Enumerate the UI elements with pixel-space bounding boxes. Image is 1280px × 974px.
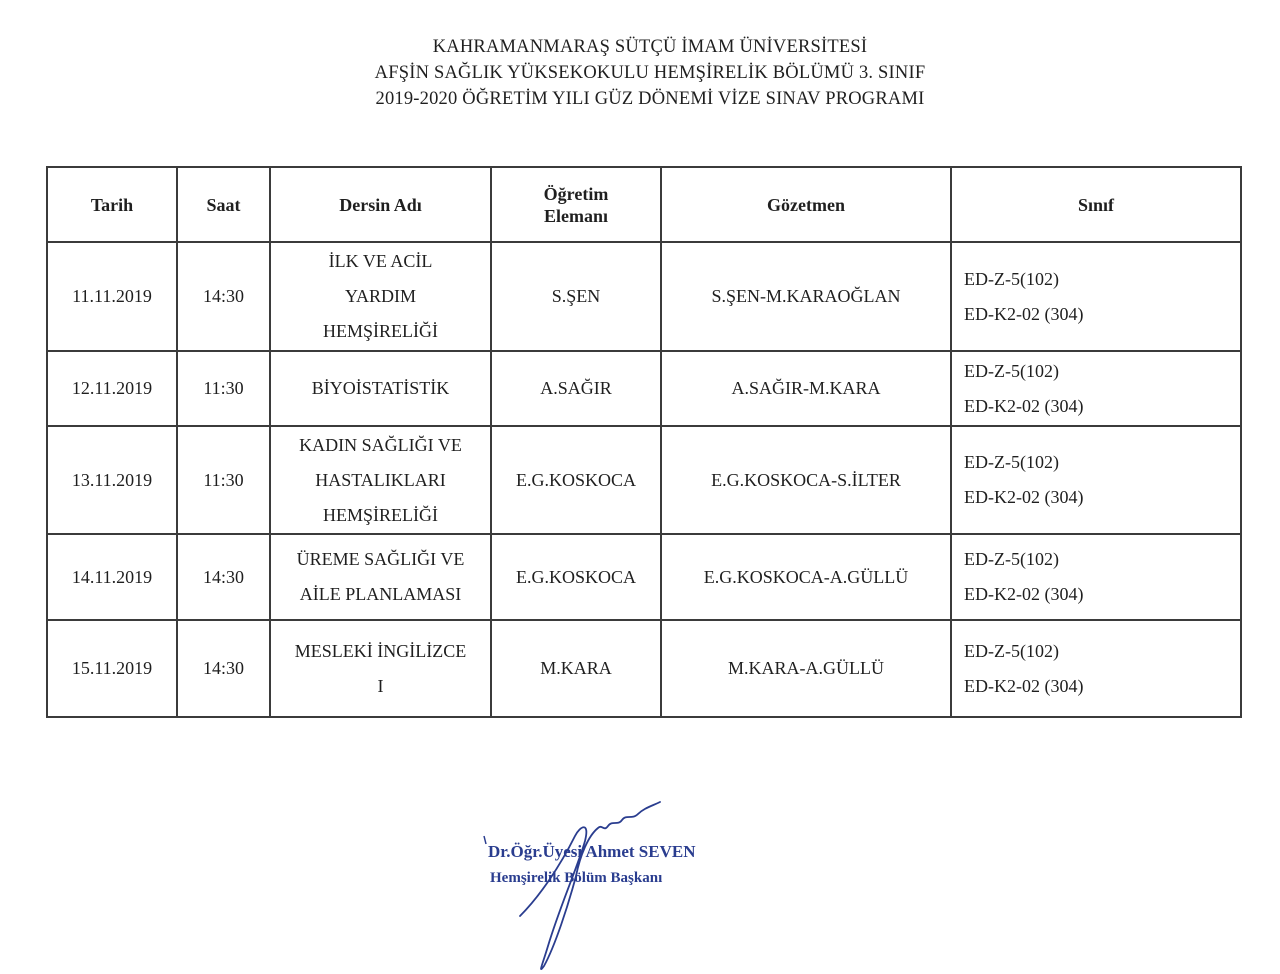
cell-ogretim-elemani: M.KARA bbox=[491, 620, 661, 717]
university-title: KAHRAMANMARAŞ SÜTÇÜ İMAM ÜNİVERSİTESİ bbox=[432, 37, 868, 57]
cell-saat: 11:30 bbox=[177, 426, 270, 534]
table-row bbox=[47, 534, 1241, 620]
document-header bbox=[0, 34, 1280, 112]
cell-tarih: 14.11.2019 bbox=[47, 534, 177, 620]
sinif-line: ED-K2-02 (304) bbox=[964, 487, 1084, 507]
table-row bbox=[47, 351, 1241, 426]
sinif-line: ED-Z-5(102) bbox=[964, 360, 1059, 381]
cell-sinif bbox=[951, 620, 1241, 717]
ders-line: YARDIM bbox=[344, 286, 416, 306]
cell-saat: 14:30 bbox=[177, 620, 270, 717]
cell-ders bbox=[270, 426, 491, 534]
sinif-line: ED-K2-02 (304) bbox=[964, 395, 1084, 416]
sinif-line: ED-Z-5(102) bbox=[964, 549, 1059, 569]
cell-tarih: 12.11.2019 bbox=[47, 351, 177, 426]
sinif-line: ED-K2-02 (304) bbox=[964, 303, 1084, 324]
cell-sinif bbox=[951, 426, 1241, 534]
cell-gozetmen: M.KARA-A.GÜLLÜ bbox=[661, 620, 951, 717]
cell-saat: 14:30 bbox=[177, 534, 270, 620]
cell-sinif bbox=[951, 242, 1241, 351]
exam-program-title: 2019-2020 ÖĞRETİM YILI GÜZ DÖNEMİ VİZE SINAV PROGRAMI bbox=[375, 89, 925, 109]
ders-line: HEMŞİRELİĞİ bbox=[323, 321, 438, 341]
ders-line: KADIN SAĞLIĞI VE bbox=[299, 434, 462, 455]
ders-line: HEMŞİRELİĞİ bbox=[323, 504, 438, 525]
cell-ogretim-elemani: S.ŞEN bbox=[491, 242, 661, 351]
column-header-saat: Saat bbox=[177, 167, 270, 242]
column-header-gozetmen: Gözetmen bbox=[661, 167, 951, 242]
cell-ogretim-elemani: A.SAĞIR bbox=[491, 351, 661, 426]
table-row bbox=[47, 426, 1241, 534]
signature-stamp bbox=[480, 796, 720, 974]
ders-line: İLK VE ACİL bbox=[328, 251, 433, 271]
ders-line: ÜREME SAĞLIĞI VE bbox=[296, 549, 465, 569]
column-header-ogretim-line1: Öğretim bbox=[543, 183, 609, 204]
ders-line: BİYOİSTATİSTİK bbox=[311, 378, 450, 398]
cell-ders bbox=[270, 351, 491, 426]
cell-sinif bbox=[951, 534, 1241, 620]
cell-tarih: 15.11.2019 bbox=[47, 620, 177, 717]
ders-line: MESLEKİ İNGİLİZCE bbox=[294, 640, 467, 661]
exam-schedule-table bbox=[46, 166, 1242, 718]
table-row bbox=[47, 242, 1241, 351]
cell-saat: 11:30 bbox=[177, 351, 270, 426]
cell-tarih: 11.11.2019 bbox=[47, 242, 177, 351]
cell-tarih: 13.11.2019 bbox=[47, 426, 177, 534]
table-row bbox=[47, 620, 1241, 717]
sinif-line: ED-Z-5(102) bbox=[964, 640, 1059, 661]
sinif-line: ED-Z-5(102) bbox=[964, 268, 1059, 289]
column-header-tarih: Tarih bbox=[47, 167, 177, 242]
column-header-ogretim-line2: Elemanı bbox=[543, 205, 608, 226]
column-header-ders: Dersin Adı bbox=[270, 167, 491, 242]
cell-sinif bbox=[951, 351, 1241, 426]
ders-line: HASTALIKLARI bbox=[315, 469, 446, 490]
sinif-line: ED-K2-02 (304) bbox=[964, 584, 1084, 604]
cell-ogretim-elemani: E.G.KOSKOCA bbox=[491, 426, 661, 534]
cell-ders bbox=[270, 534, 491, 620]
signer-name: Dr.Öğr.Üyesi Ahmet SEVEN bbox=[488, 842, 696, 861]
cell-saat: 14:30 bbox=[177, 242, 270, 351]
cell-gozetmen: A.SAĞIR-M.KARA bbox=[661, 351, 951, 426]
handwritten-signature bbox=[480, 796, 720, 974]
sinif-line: ED-K2-02 (304) bbox=[964, 675, 1084, 696]
sinif-line: ED-Z-5(102) bbox=[964, 452, 1059, 472]
cell-ders bbox=[270, 242, 491, 351]
cell-ogretim-elemani: E.G.KOSKOCA bbox=[491, 534, 661, 620]
signer-title: Hemşirelik Bölüm Başkanı bbox=[490, 870, 663, 886]
ders-line: AİLE PLANLAMASI bbox=[299, 584, 462, 604]
column-header-ogretim-elemani bbox=[491, 167, 661, 242]
cell-gozetmen: E.G.KOSKOCA-A.GÜLLÜ bbox=[661, 534, 951, 620]
ders-line: I bbox=[377, 675, 384, 696]
column-header-sinif: Sınıf bbox=[951, 167, 1241, 242]
cell-gozetmen: E.G.KOSKOCA-S.İLTER bbox=[661, 426, 951, 534]
department-title: AFŞİN SAĞLIK YÜKSEKOKULU HEMŞİRELİK BÖLÜMÜ 3. SINIF bbox=[374, 63, 926, 83]
table-header-row bbox=[47, 167, 1241, 242]
cell-ders bbox=[270, 620, 491, 717]
cell-gozetmen: S.ŞEN-M.KARAOĞLAN bbox=[661, 242, 951, 351]
